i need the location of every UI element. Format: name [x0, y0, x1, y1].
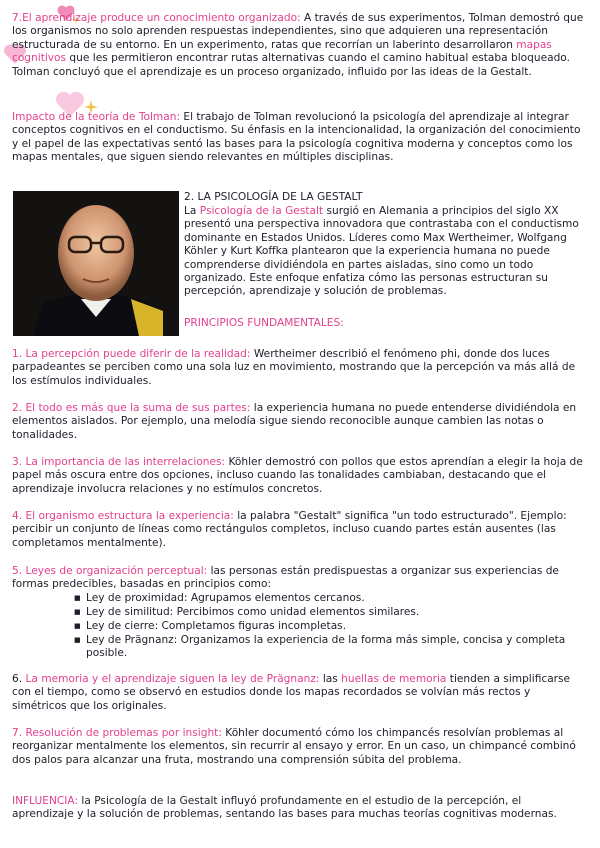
memory-text: tienden a simplificarse con el tiempo, como se observó en estudios donde los mapas recordados se volvían más rectos y simétricos que los originales.: [12, 673, 571, 712]
influence-text: la Psicología de la Gestalt influyó profundamente en el estudio de la percepción, el aprendizaje y la solución de problemas, sentando las bases para muchas teorías cognitivas modernas.: [12, 795, 557, 821]
insight-text: Köhler documentó cómo los chimpancés resolvían problemas al reorganizar mentalmente los elementos, sin recurrir al ensayo y error. En un caso, un chimpancé combinó dos palos para alcanzar una fruta, mostrando una comprensión súbita del problema.: [12, 727, 576, 766]
principle-1: [12, 348, 586, 388]
intro-highlight: mapas cognitivos: [12, 38, 552, 65]
influence-paragraph: [12, 795, 586, 822]
principle-lead: 1. La percepción puede diferir de la realidad:: [12, 348, 251, 360]
insight-paragraph: [12, 727, 586, 767]
gestalt-text: surgió en Alemania a principios del siglo XX presentó una perspectiva innovadora que contrastaba con el conductismo dominante en Estados Unidos. Líderes como Max Wertheimer, Wolfgang Köhler y Kurt Koffka plantearon que la experiencia humana no puede comprenderse dividiéndola en partes aisladas, sino como un todo organizado. Este enfoque enfatiza cómo las personas estructuran su percepción, aprendizaje y solución de problemas.: [184, 205, 579, 298]
principle-text: Wertheimer describió el fenómeno phi, donde dos luces parpadeantes se perciben como una sola luz en movimiento, mostrando que la percepción va más allá de los estímulos individuales.: [12, 348, 576, 387]
impact-lead: Impacto de la teoría de Tolman:: [12, 111, 181, 123]
memory-paragraph: [12, 673, 586, 713]
law-item: ■ Ley de similitud: Percibimos como unidad elementos similares.: [74, 606, 598, 619]
principle-lead: 3. La importancia de las interrelaciones:: [12, 456, 226, 468]
principle-lead: 5. Leyes de organización perceptual:: [12, 565, 208, 577]
influence-lead: INFLUENCIA:: [12, 795, 79, 807]
principle-text: Köhler demostró con pollos que estos aprendían a elegir la hoja de papel más oscura entre dos opciones, incluso cuando las tonalidades cambiaban, destacando que el aprendizaje involucra relaciones y no estímulos concretos.: [12, 456, 583, 495]
principle-text: la palabra "Gestalt" significa "un todo estructurado". Ejemplo: percibir un conjunto de líneas como rectángulos completos, incluso cuando partes están ausentes (las completamos mentalmente).: [12, 510, 567, 549]
law-item: ■ Ley de Prägnanz: Organizamos la experiencia de la forma más simple, concisa y completa posible.: [74, 634, 598, 661]
principle-text: las personas están predispuestas a organizar sus experiencias de formas predecibles, basadas en principios como:: [12, 565, 559, 591]
memory-text-mid: las: [319, 673, 342, 685]
intro-lead: El aprendizaje produce un conocimiento organizado:: [22, 12, 301, 24]
impact-paragraph: [12, 111, 586, 165]
law-item: ■ Ley de proximidad: Agrupamos elementos cercanos.: [74, 592, 598, 605]
intro-text: A través de sus experimentos, Tolman demostró que los organismos no solo aprenden respuestas independientes, sino que adquieren una representación estructurada de su entorno. En un experimento, ratas que recorrían un laberinto desarrollaron: [12, 12, 584, 51]
principle-lead: 2. El todo es más que la suma de sus partes:: [12, 402, 251, 414]
principle-3: [12, 456, 586, 496]
portrait-photo: [13, 191, 179, 336]
principle-2: [12, 402, 586, 442]
gestalt-text-pre: La: [184, 205, 200, 217]
gestalt-highlight: Psicología de la Gestalt: [199, 205, 324, 217]
memory-number: 6.: [12, 673, 23, 685]
intro-number: 7.: [12, 12, 23, 24]
gestalt-heading: 2. LA PSICOLOGÍA DE LA GESTALT: [184, 191, 363, 203]
insight-lead: 7. Resolución de problemas por insight:: [12, 727, 222, 739]
intro-paragraph: [12, 12, 586, 79]
principle-4: [12, 510, 586, 550]
memory-highlight: huellas de memoria: [341, 673, 447, 685]
gestalt-paragraph: [184, 205, 588, 299]
principle-lead: 4. El organismo estructura la experiencia:: [12, 510, 234, 522]
impact-text: El trabajo de Tolman revolucionó la psicología del aprendizaje al integrar conceptos cognitivos en el conductismo. Su énfasis en la intencionalidad, la organización del conocimiento y el papel de las expectativas sentó las bases para la psicología cognitiva moderna y conceptos como los mapas mentales, que siguen siendo relevantes en múltiples disciplinas.: [12, 111, 581, 164]
intro-text-end: que les permitieron encontrar rutas alternativas cuando el camino habitual estaba bloqueado. Tolman concluyó que el aprendizaje es un proceso organizado, influido por las ideas de la Gestalt.: [12, 52, 570, 78]
principle-5: [12, 565, 586, 592]
principles-subheading: PRINCIPIOS FUNDAMENTALES:: [184, 317, 344, 329]
law-item: ■ Ley de cierre: Completamos figuras incompletas.: [74, 620, 598, 633]
principle-text: la experiencia humana no puede entenderse dividiéndola en elementos aislados. Por ejemplo, una melodía sigue siendo reconocible aunque cambien las notas o tonalidades.: [12, 402, 577, 441]
memory-lead: La memoria y el aprendizaje siguen la ley de Prägnanz:: [25, 673, 320, 685]
